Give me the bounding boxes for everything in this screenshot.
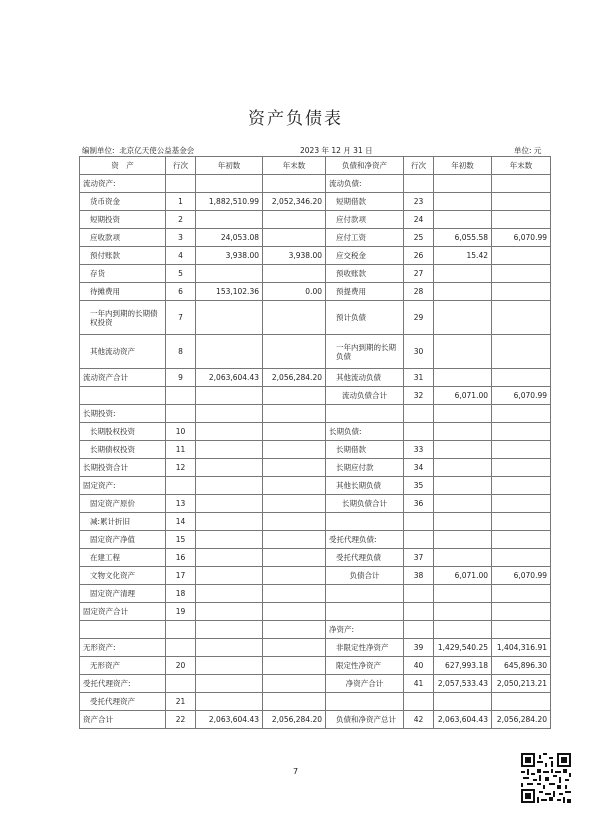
table-row <box>80 639 551 657</box>
table-cell: 32 <box>404 387 434 405</box>
table-cell: 其他流动负债 <box>326 369 404 387</box>
table-cell: 短期投资 <box>80 211 166 229</box>
table-cell <box>263 531 326 549</box>
table-cell: 受托代理资产 <box>80 693 166 711</box>
table-cell <box>434 549 492 567</box>
table-cell: 应收款项 <box>80 229 166 247</box>
table-cell <box>492 335 551 369</box>
table-cell <box>196 621 263 639</box>
table-cell: 固定资产净值 <box>80 531 166 549</box>
table-cell <box>196 495 263 513</box>
table-cell <box>492 175 551 193</box>
table-cell: 应交税金 <box>326 247 404 265</box>
table-cell <box>166 621 196 639</box>
table-cell <box>263 693 326 711</box>
table-cell: 12 <box>166 459 196 477</box>
table-cell <box>196 531 263 549</box>
table-cell <box>492 301 551 335</box>
table-cell: 流动资产合计 <box>80 369 166 387</box>
table-cell <box>263 621 326 639</box>
table-cell <box>196 175 263 193</box>
table-cell: 30 <box>404 335 434 369</box>
table-cell <box>196 423 263 441</box>
table-cell: 净资产: <box>326 621 404 639</box>
table-cell: 2,056,284.20 <box>492 711 551 729</box>
table-cell: 长期应付款 <box>326 459 404 477</box>
table-cell <box>196 639 263 657</box>
table-cell <box>492 283 551 301</box>
table-cell <box>326 603 404 621</box>
table-cell: 1,882,510.99 <box>196 193 263 211</box>
table-cell <box>492 603 551 621</box>
table-row <box>80 477 551 495</box>
table-cell <box>263 211 326 229</box>
table-cell <box>196 459 263 477</box>
table-cell <box>196 211 263 229</box>
table-cell <box>404 621 434 639</box>
table-cell: 减:累计折旧 <box>80 513 166 531</box>
table-cell: 资产合计 <box>80 711 166 729</box>
table-cell <box>196 265 263 283</box>
table-cell <box>263 229 326 247</box>
table-row <box>80 675 551 693</box>
table-cell: 39 <box>404 639 434 657</box>
table-cell <box>263 603 326 621</box>
table-cell <box>492 459 551 477</box>
table-cell <box>492 549 551 567</box>
table-cell <box>434 283 492 301</box>
table-row <box>80 335 551 369</box>
table-cell <box>80 387 166 405</box>
table-row <box>80 657 551 675</box>
table-cell <box>196 513 263 531</box>
table-cell: 长期负债: <box>326 423 404 441</box>
table-cell: 预提费用 <box>326 283 404 301</box>
table-cell: 货币资金 <box>80 193 166 211</box>
table-cell <box>434 585 492 603</box>
page-title: 资产负债表 <box>248 109 343 129</box>
table-cell: 27 <box>404 265 434 283</box>
table-cell <box>404 603 434 621</box>
table-cell <box>326 405 404 423</box>
table-cell <box>263 639 326 657</box>
table-cell <box>492 513 551 531</box>
table-cell: 0.00 <box>263 283 326 301</box>
table-row <box>80 549 551 567</box>
table-cell: 流动负债: <box>326 175 404 193</box>
header-cell: 年末数 <box>263 157 326 175</box>
table-cell <box>326 693 404 711</box>
table-cell: 24 <box>404 211 434 229</box>
org-line <box>82 145 194 156</box>
table-cell <box>263 423 326 441</box>
table-header-row <box>80 157 551 175</box>
table-row <box>80 247 551 265</box>
table-cell: 153,102.36 <box>196 283 263 301</box>
table-cell: 预付账款 <box>80 247 166 265</box>
table-cell: 预计负债 <box>326 301 404 335</box>
table-cell <box>492 193 551 211</box>
table-cell: 预收账款 <box>326 265 404 283</box>
table-row <box>80 301 551 335</box>
table-cell: 固定资产合计 <box>80 603 166 621</box>
table-cell <box>263 387 326 405</box>
table-cell: 长期股权投资 <box>80 423 166 441</box>
table-row <box>80 585 551 603</box>
table-cell <box>434 603 492 621</box>
header-cell: 年初数 <box>434 157 492 175</box>
table-cell: 净资产合计 <box>326 675 404 693</box>
table-cell <box>166 477 196 495</box>
table-cell: 限定性净资产 <box>326 657 404 675</box>
table-cell: 长期借款 <box>326 441 404 459</box>
table-cell <box>80 621 166 639</box>
table-cell: 5 <box>166 265 196 283</box>
table-cell: 627,993.18 <box>434 657 492 675</box>
table-cell: 22 <box>166 711 196 729</box>
table-cell: 6,071.00 <box>434 567 492 585</box>
table-row <box>80 175 551 193</box>
table-cell: 18 <box>166 585 196 603</box>
table-cell: 10 <box>166 423 196 441</box>
table-cell <box>166 175 196 193</box>
header-cell: 行次 <box>404 157 434 175</box>
table-cell <box>263 175 326 193</box>
table-cell: 应付款项 <box>326 211 404 229</box>
table-cell <box>492 531 551 549</box>
table-cell: 11 <box>166 441 196 459</box>
table-cell <box>166 405 196 423</box>
table-row <box>80 495 551 513</box>
table-cell <box>434 621 492 639</box>
table-cell: 固定资产: <box>80 477 166 495</box>
table-cell <box>196 657 263 675</box>
table-cell <box>404 175 434 193</box>
table-cell: 流动资产: <box>80 175 166 193</box>
table-cell: 41 <box>404 675 434 693</box>
table-cell: 14 <box>166 513 196 531</box>
table-cell <box>263 265 326 283</box>
table-cell <box>434 265 492 283</box>
table-cell <box>492 477 551 495</box>
table-cell <box>434 175 492 193</box>
table-cell: 2,063,604.43 <box>196 369 263 387</box>
table-row <box>80 369 551 387</box>
table-cell <box>263 301 326 335</box>
table-cell <box>263 567 326 585</box>
table-cell: 负债合计 <box>326 567 404 585</box>
table-cell <box>404 513 434 531</box>
table-cell <box>434 193 492 211</box>
table-cell <box>434 693 492 711</box>
table-cell <box>196 585 263 603</box>
table-cell: 23 <box>404 193 434 211</box>
table-cell <box>434 369 492 387</box>
table-cell <box>263 495 326 513</box>
table-cell: 无形资产: <box>80 639 166 657</box>
table-cell: 固定资产清理 <box>80 585 166 603</box>
table-cell <box>404 693 434 711</box>
table-cell: 存货 <box>80 265 166 283</box>
table-cell: 2 <box>166 211 196 229</box>
table-cell: 645,896.30 <box>492 657 551 675</box>
table-cell <box>196 603 263 621</box>
table-cell <box>196 405 263 423</box>
table-cell <box>434 513 492 531</box>
table-cell <box>166 639 196 657</box>
table-cell <box>263 335 326 369</box>
table-cell <box>492 621 551 639</box>
table-cell <box>492 369 551 387</box>
table-row <box>80 711 551 729</box>
table-cell <box>196 693 263 711</box>
table-cell: 36 <box>404 495 434 513</box>
table-cell: 40 <box>404 657 434 675</box>
table-cell: 26 <box>404 247 434 265</box>
table-cell: 31 <box>404 369 434 387</box>
table-cell <box>263 585 326 603</box>
table-row <box>80 265 551 283</box>
table-cell <box>434 405 492 423</box>
table-cell <box>434 459 492 477</box>
table-cell: 固定资产原价 <box>80 495 166 513</box>
header-cell: 行次 <box>166 157 196 175</box>
table-row <box>80 459 551 477</box>
table-cell: 24,053.08 <box>196 229 263 247</box>
unit-label: 单位: 元 <box>514 146 542 155</box>
table-cell <box>196 477 263 495</box>
table-cell: 文物文化资产 <box>80 567 166 585</box>
table-cell: 1 <box>166 193 196 211</box>
table-cell <box>196 567 263 585</box>
table-row <box>80 211 551 229</box>
table-cell <box>492 693 551 711</box>
table-cell <box>492 211 551 229</box>
table-row <box>80 621 551 639</box>
table-cell: 在建工程 <box>80 549 166 567</box>
table-row <box>80 567 551 585</box>
table-cell: 20 <box>166 657 196 675</box>
table-cell <box>492 441 551 459</box>
table-cell <box>196 301 263 335</box>
table-cell: 3,938.00 <box>196 247 263 265</box>
table-row <box>80 441 551 459</box>
table-cell: 9 <box>166 369 196 387</box>
table-cell: 2,056,284.20 <box>263 369 326 387</box>
table-cell <box>263 675 326 693</box>
table-cell: 2,056,284.20 <box>263 711 326 729</box>
table-row <box>80 229 551 247</box>
table-row <box>80 387 551 405</box>
table-cell: 29 <box>404 301 434 335</box>
table-cell: 长期负债合计 <box>326 495 404 513</box>
table-cell <box>326 513 404 531</box>
table-cell <box>263 405 326 423</box>
table-cell: 34 <box>404 459 434 477</box>
table-cell: 17 <box>166 567 196 585</box>
table-cell <box>196 387 263 405</box>
table-cell: 42 <box>404 711 434 729</box>
table-cell: 35 <box>404 477 434 495</box>
table-cell <box>492 423 551 441</box>
table-cell: 1,404,316.91 <box>492 639 551 657</box>
table-cell <box>326 585 404 603</box>
table-cell: 15 <box>166 531 196 549</box>
header-cell: 资 产 <box>80 157 166 175</box>
table-row <box>80 423 551 441</box>
table-cell <box>492 495 551 513</box>
table-cell <box>434 477 492 495</box>
table-cell <box>404 585 434 603</box>
table-cell <box>263 477 326 495</box>
table-cell: 长期债权投资 <box>80 441 166 459</box>
table-cell: 无形资产 <box>80 657 166 675</box>
table-cell: 6 <box>166 283 196 301</box>
table-row <box>80 283 551 301</box>
table-cell <box>263 441 326 459</box>
table-cell: 受托代理负债 <box>326 549 404 567</box>
table-cell: 负债和净资产总计 <box>326 711 404 729</box>
table-cell: 8 <box>166 335 196 369</box>
table-cell: 受托代理负债: <box>326 531 404 549</box>
table-cell: 19 <box>166 603 196 621</box>
table-cell: 2,057,533.43 <box>434 675 492 693</box>
table-cell: 3,938.00 <box>263 247 326 265</box>
table-cell: 13 <box>166 495 196 513</box>
table-cell: 1,429,540.25 <box>434 639 492 657</box>
table-cell: 2,063,604.43 <box>434 711 492 729</box>
table-cell <box>434 211 492 229</box>
table-cell: 应付工资 <box>326 229 404 247</box>
table-cell: 33 <box>404 441 434 459</box>
table-cell <box>492 247 551 265</box>
table-cell: 非限定性净资产 <box>326 639 404 657</box>
table-cell: 37 <box>404 549 434 567</box>
table-cell <box>404 405 434 423</box>
table-cell: 长期投资合计 <box>80 459 166 477</box>
table-cell: 受托代理资产: <box>80 675 166 693</box>
table-cell <box>166 387 196 405</box>
table-cell <box>263 513 326 531</box>
org-name: 北京亿天使公益基金会 <box>119 146 195 155</box>
table-cell <box>196 441 263 459</box>
table-cell: 待摊费用 <box>80 283 166 301</box>
table-cell: 7 <box>166 301 196 335</box>
table-cell <box>434 423 492 441</box>
table-cell: 16 <box>166 549 196 567</box>
table-cell <box>196 335 263 369</box>
table-cell: 6,070.99 <box>492 387 551 405</box>
table-cell <box>434 531 492 549</box>
table-cell <box>166 675 196 693</box>
table-cell: 2,063,604.43 <box>196 711 263 729</box>
header-cell: 年末数 <box>492 157 551 175</box>
table-row <box>80 193 551 211</box>
page-number: 7 <box>292 767 299 776</box>
table-cell <box>434 301 492 335</box>
table-cell: 2,052,346.20 <box>263 193 326 211</box>
table-cell <box>263 549 326 567</box>
table-cell: 3 <box>166 229 196 247</box>
table-row <box>80 693 551 711</box>
table-cell: 38 <box>404 567 434 585</box>
header-cell: 负债和净资产 <box>326 157 404 175</box>
org-label: 编制单位: <box>82 146 115 155</box>
table-cell <box>434 335 492 369</box>
table-cell: 一年内到期的长期债权投资 <box>80 301 166 335</box>
table-cell <box>492 585 551 603</box>
table-cell <box>404 423 434 441</box>
table-cell: 6,070.99 <box>492 567 551 585</box>
table-cell <box>196 675 263 693</box>
table-cell: 6,071.00 <box>434 387 492 405</box>
table-cell: 4 <box>166 247 196 265</box>
table-cell <box>434 441 492 459</box>
table-cell: 25 <box>404 229 434 247</box>
table-cell <box>263 657 326 675</box>
table-cell: 其他流动资产 <box>80 335 166 369</box>
table-cell: 2,050,213.21 <box>492 675 551 693</box>
table-cell: 6,055.58 <box>434 229 492 247</box>
balance-sheet-table <box>79 156 551 729</box>
table-cell: 28 <box>404 283 434 301</box>
table-row <box>80 603 551 621</box>
table-cell: 一年内到期的长期负债 <box>326 335 404 369</box>
table-cell: 长期投资: <box>80 405 166 423</box>
header-cell: 年初数 <box>196 157 263 175</box>
table-row <box>80 531 551 549</box>
qr-code-icon <box>521 753 571 803</box>
table-cell: 流动负债合计 <box>326 387 404 405</box>
table-cell: 其他长期负债 <box>326 477 404 495</box>
table-cell: 短期借款 <box>326 193 404 211</box>
table-row <box>80 405 551 423</box>
table-cell <box>263 459 326 477</box>
table-cell <box>434 495 492 513</box>
table-cell: 21 <box>166 693 196 711</box>
table-cell <box>404 531 434 549</box>
table-cell: 15.42 <box>434 247 492 265</box>
table-cell <box>492 405 551 423</box>
table-cell <box>196 549 263 567</box>
report-date: 2023 年 12 月 31 日 <box>300 146 373 155</box>
table-cell <box>492 265 551 283</box>
table-row <box>80 513 551 531</box>
table-cell: 6,070.99 <box>492 229 551 247</box>
